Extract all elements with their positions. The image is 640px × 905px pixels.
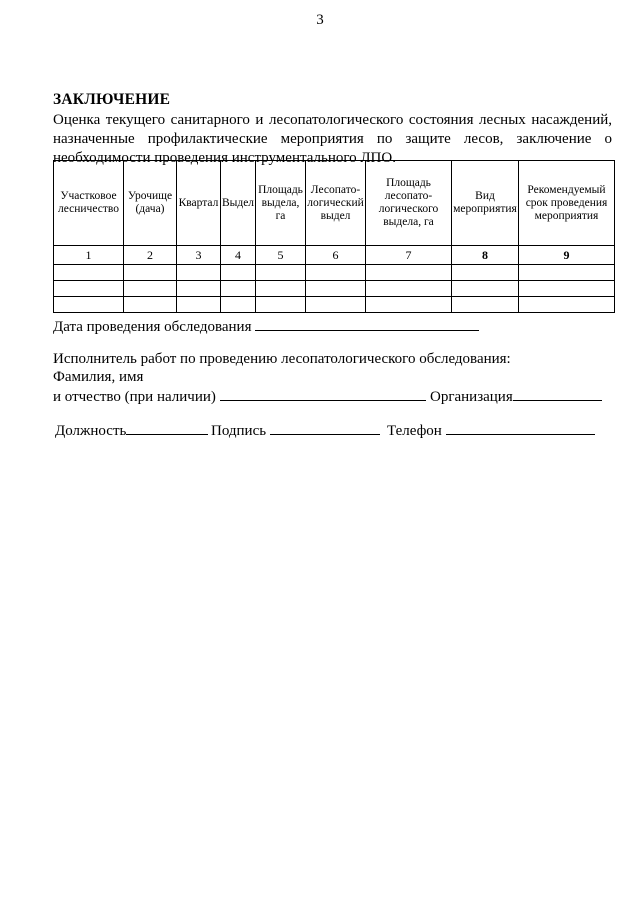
table-cell[interactable] <box>256 281 306 297</box>
column-number: 9 <box>519 246 615 265</box>
table-header-row <box>54 161 615 246</box>
table-row <box>54 297 615 313</box>
table-cell[interactable] <box>452 281 519 297</box>
table-cell[interactable] <box>177 297 221 313</box>
signature-blank[interactable] <box>270 420 380 435</box>
phone-label: Телефон <box>387 423 442 439</box>
table-cell[interactable] <box>519 281 615 297</box>
table-row <box>54 281 615 297</box>
header-cell: Выдел <box>221 161 256 246</box>
table-cell[interactable] <box>306 297 366 313</box>
assessment-table <box>53 160 615 313</box>
table-cell[interactable] <box>366 265 452 281</box>
position-field <box>55 420 208 440</box>
column-number: 3 <box>177 246 221 265</box>
table-cell[interactable] <box>221 265 256 281</box>
table-cell[interactable] <box>177 281 221 297</box>
table-number-row <box>54 246 615 265</box>
patronymic-field <box>53 386 426 406</box>
table-cell[interactable] <box>256 265 306 281</box>
signature-label: Подпись <box>211 423 267 439</box>
header-cell: Участковое лесничество <box>54 161 124 246</box>
column-number: 7 <box>366 246 452 265</box>
signature-field <box>211 420 380 440</box>
table-row <box>54 265 615 281</box>
header-cell: Площадь выдела, га <box>256 161 306 246</box>
phone-field <box>387 420 595 440</box>
header-cell: Лесопато- логический выдел <box>306 161 366 246</box>
table-cell[interactable] <box>306 281 366 297</box>
table-cell[interactable] <box>519 265 615 281</box>
table-cell[interactable] <box>256 297 306 313</box>
column-number: 8 <box>452 246 519 265</box>
table-cell[interactable] <box>452 297 519 313</box>
table-cell[interactable] <box>221 297 256 313</box>
organization-label: Организация <box>430 389 513 405</box>
header-cell: Квартал <box>177 161 221 246</box>
intro-line-3: необходимости проведения инструментального ЛПО. <box>53 150 396 166</box>
header-cell: Урочище (дача) <box>124 161 177 246</box>
patronymic-label: и отчество (при наличии) <box>53 389 216 405</box>
organization-blank[interactable] <box>513 386 602 401</box>
position-label: Должность <box>55 423 127 439</box>
table-cell[interactable] <box>452 265 519 281</box>
survey-date-field <box>53 316 479 336</box>
table-cell[interactable] <box>519 297 615 313</box>
column-number: 2 <box>124 246 177 265</box>
phone-blank[interactable] <box>446 420 595 435</box>
table-cell[interactable] <box>124 265 177 281</box>
header-cell: Вид мероприятия <box>452 161 519 246</box>
column-number: 4 <box>221 246 256 265</box>
survey-date-blank[interactable] <box>255 316 479 331</box>
header-cell: Рекомендуемый срок проведения мероприятия <box>519 161 615 246</box>
column-number: 5 <box>256 246 306 265</box>
table-cell[interactable] <box>54 265 124 281</box>
table-cell[interactable] <box>124 297 177 313</box>
executor-label: Исполнитель работ по проведению лесопатологического обследования: <box>53 351 511 367</box>
conclusion-heading: ЗАКЛЮЧЕНИЕ <box>53 91 171 108</box>
table-cell[interactable] <box>306 265 366 281</box>
intro-line-1: Оценка текущего санитарного и лесопатологического состояния лесных насаждений, <box>53 112 612 128</box>
table-cell[interactable] <box>124 281 177 297</box>
name-label: Фамилия, имя <box>53 369 144 385</box>
position-blank[interactable] <box>126 420 208 435</box>
table-cell[interactable] <box>54 297 124 313</box>
table-cell[interactable] <box>54 281 124 297</box>
column-number: 6 <box>306 246 366 265</box>
header-cell: Площадь лесопато- логического выдела, га <box>366 161 452 246</box>
table-cell[interactable] <box>177 265 221 281</box>
intro-line-2: назначенные профилактические мероприятия по защите лесов, заключение о <box>53 131 612 147</box>
full-name-blank[interactable] <box>220 386 426 401</box>
table-cell[interactable] <box>366 297 452 313</box>
survey-date-label: Дата проведения обследования <box>53 319 252 335</box>
organization-field <box>430 386 602 406</box>
table-cell[interactable] <box>221 281 256 297</box>
table-cell[interactable] <box>366 281 452 297</box>
column-number: 1 <box>54 246 124 265</box>
page-number: 3 <box>316 12 324 28</box>
